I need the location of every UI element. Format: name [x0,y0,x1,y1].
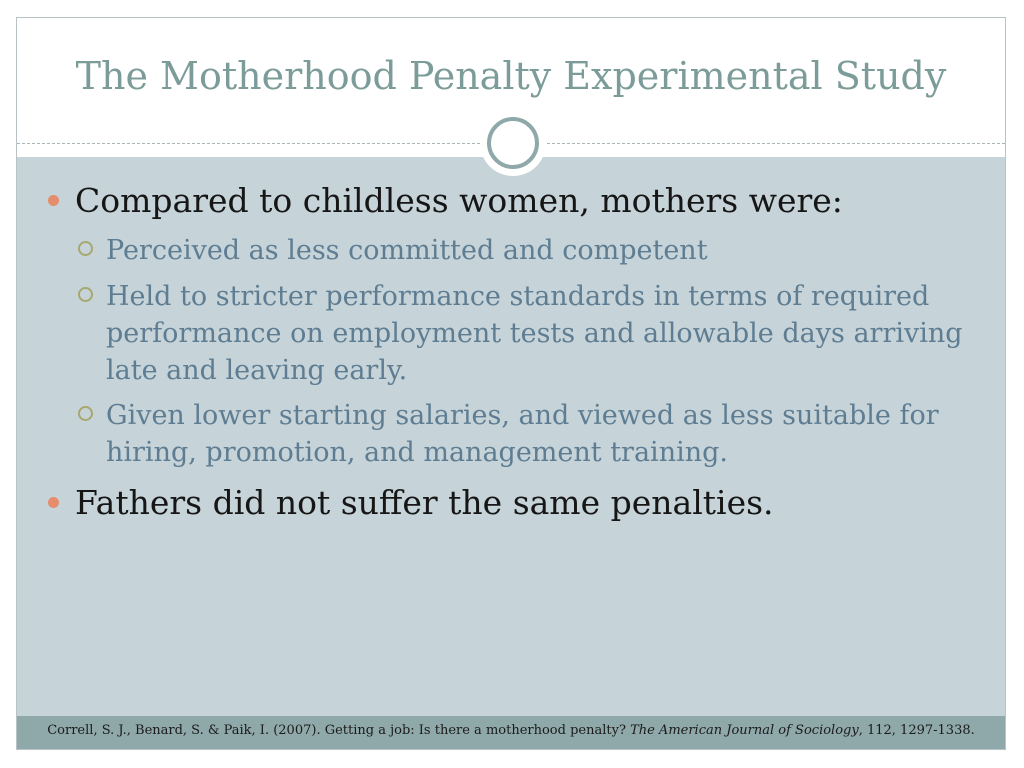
content-area [17,157,1005,716]
filled-dot-icon [48,497,59,508]
hollow-ring-icon [78,287,93,302]
sub-bullet-item-3 [106,397,996,471]
filled-dot-icon [48,195,59,206]
citation [17,723,1005,738]
sub-bullet-text: Held to stricter performance standards in terms of required performance on employment tests and allowable days arriving late and leaving early. [106,281,963,386]
citation-details: , 112, 1297-1338. [858,723,975,738]
citation-authors: Correll, S. J., Benard, S. & Paik, I. (2007). Getting a job: Is there a motherhood penalty? [47,723,626,738]
sub-bullet-text: Given lower starting salaries, and viewed as less suitable for hiring, promotion, and management training. [106,400,939,468]
sub-bullet-item-2 [106,278,996,389]
bullet-item-2 [75,483,975,522]
bullet-text: Compared to childless women, mothers were: [75,181,843,220]
citation-journal: The American Journal of Sociology [630,723,859,738]
slide-title: The Motherhood Penalty Experimental Study [75,54,947,98]
circle-ring-icon [487,117,539,169]
bullet-item-1 [75,181,975,220]
sub-bullet-text: Perceived as less committed and competent [106,235,708,266]
sub-bullet-item-1 [106,232,996,269]
hollow-ring-icon [78,406,93,421]
hollow-ring-icon [78,241,93,256]
footer-bar [17,716,1005,749]
slide [16,17,1006,750]
bullet-text: Fathers did not suffer the same penalties. [75,483,774,522]
